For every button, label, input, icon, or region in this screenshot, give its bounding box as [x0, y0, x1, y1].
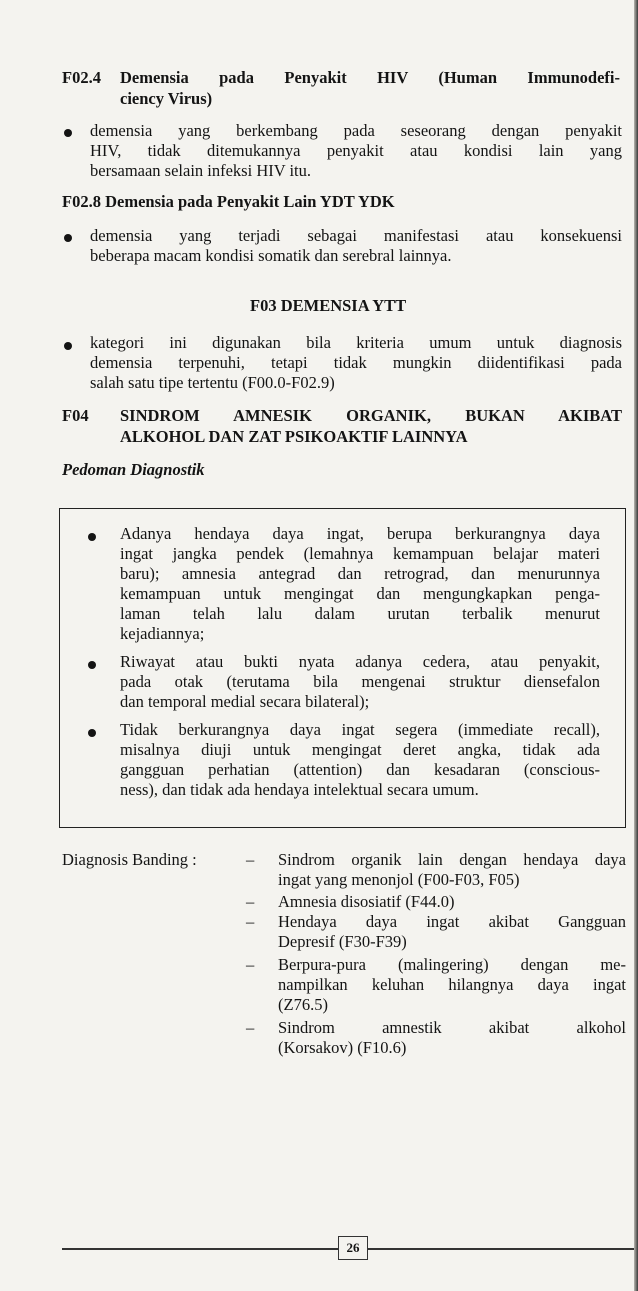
- text-line: Amnesia disosiatif (F44.0): [278, 892, 455, 911]
- differential-item-1: [278, 850, 626, 890]
- text-line: misalnya diuji untuk mengingat deret angka, tidak ada: [120, 740, 600, 759]
- bullet-icon: [88, 533, 96, 541]
- differential-item-3: [278, 912, 626, 952]
- differential-item-4: [278, 955, 626, 1015]
- text-line: salah satu tipe tertentu (F00.0-F02.9): [90, 373, 335, 392]
- dash-marker: –: [246, 1018, 255, 1037]
- text-line: ingat yang menonjol (F00-F03, F05): [278, 870, 520, 889]
- page-number: 26: [338, 1236, 368, 1260]
- text-line: Sindrom organik lain dengan hendaya daya: [278, 850, 626, 869]
- dash-marker: –: [246, 955, 255, 974]
- bullet-icon: [64, 342, 72, 350]
- footer-rule-left: [62, 1248, 338, 1250]
- text-line: baru); amnesia antegrad dan retrograd, dan menurunnya: [120, 564, 600, 583]
- text-line: Sindrom amnestik akibat alkohol: [278, 1018, 626, 1037]
- text-line: pada otak (terutama bila mengenai struktur diensefalon: [120, 672, 600, 691]
- text-line: laman telah lalu dalam urutan terbalik menurut: [120, 604, 600, 623]
- text-line: kejadiannya;: [120, 624, 205, 643]
- text-line: Adanya hendaya daya ingat, berupa berkurangnya daya: [120, 524, 600, 543]
- criteria-item-3: [120, 720, 600, 800]
- section-title-f04-line1: SINDROM AMNESIK ORGANIK, BUKAN AKIBAT: [120, 406, 622, 425]
- text-line: (Korsakov) (F10.6): [278, 1038, 407, 1057]
- text-line: Hendaya daya ingat akibat Gangguan: [278, 912, 626, 931]
- text-line: HIV, tidak ditemukannya penyakit atau kondisi lain yang: [90, 141, 622, 160]
- text-line: bersamaan selain infeksi HIV itu.: [90, 161, 312, 180]
- text-line: ness), dan tidak ada hendaya intelektual secara umum.: [120, 780, 479, 799]
- text-line: ingat jangka pendek (lemahnya kemampuan belajar materi: [120, 544, 600, 563]
- dash-marker: –: [246, 912, 255, 931]
- section-title-f02-8: F02.8 Demensia pada Penyakit Lain YDT YDK: [62, 192, 395, 211]
- section-code-f02-4: F02.4: [62, 68, 101, 87]
- diagnosis-banding-label: Diagnosis Banding :: [62, 850, 197, 869]
- criteria-item-2: [120, 652, 600, 712]
- text-line: demensia terpenuhi, tetapi tidak mungkin diidentifikasi pada: [90, 353, 622, 372]
- differential-item-2: [278, 892, 626, 912]
- section-title-f04-line2: ALKOHOL DAN ZAT PSIKOAKTIF LAINNYA: [120, 427, 468, 446]
- criteria-item-1: [120, 524, 600, 644]
- text-line: nampilkan keluhan hilangnya daya ingat: [278, 975, 626, 994]
- differential-item-5: [278, 1018, 626, 1058]
- f02-4-description: [90, 121, 622, 181]
- bullet-icon: [88, 729, 96, 737]
- text-line: demensia yang berkembang pada seseorang dengan penyakit: [90, 121, 622, 140]
- bullet-icon: [88, 661, 96, 669]
- text-line: Berpura-pura (malingering) dengan me-: [278, 955, 626, 974]
- dash-marker: –: [246, 850, 255, 869]
- page-edge-shadow: [634, 0, 638, 1291]
- bullet-icon: [64, 234, 72, 242]
- text-line: (Z76.5): [278, 995, 328, 1014]
- text-line: Tidak berkurangnya daya ingat segera (immediate recall),: [120, 720, 600, 739]
- f03-description: [90, 333, 622, 393]
- text-line: kategori ini digunakan bila kriteria umum untuk diagnosis: [90, 333, 622, 352]
- section-title-f03: F03 DEMENSIA YTT: [250, 296, 407, 315]
- text-line: kemampuan untuk mengingat dan mengungkapkan penga-: [120, 584, 600, 603]
- section-title-f02-4-line1: Demensia pada Penyakit HIV (Human Immunodefi-: [120, 68, 620, 87]
- text-line: gangguan perhatian (attention) dan kesadaran (conscious-: [120, 760, 600, 779]
- dash-marker: –: [246, 892, 255, 911]
- text-line: Depresif (F30-F39): [278, 932, 407, 951]
- text-line: Riwayat atau bukti nyata adanya cedera, atau penyakit,: [120, 652, 600, 671]
- section-title-f02-4-line2: ciency Virus): [120, 89, 213, 108]
- text-line: dan temporal medial secara bilateral);: [120, 692, 370, 711]
- footer-rule-right: [368, 1248, 634, 1250]
- text-line: demensia yang terjadi sebagai manifestasi atau konsekuensi: [90, 226, 622, 245]
- pedoman-diagnostik-title: Pedoman Diagnostik: [62, 460, 205, 479]
- section-code-f04: F04: [62, 406, 89, 425]
- text-line: beberapa macam kondisi somatik dan serebral lainnya.: [90, 246, 452, 265]
- bullet-icon: [64, 129, 72, 137]
- f02-8-description: [90, 226, 622, 266]
